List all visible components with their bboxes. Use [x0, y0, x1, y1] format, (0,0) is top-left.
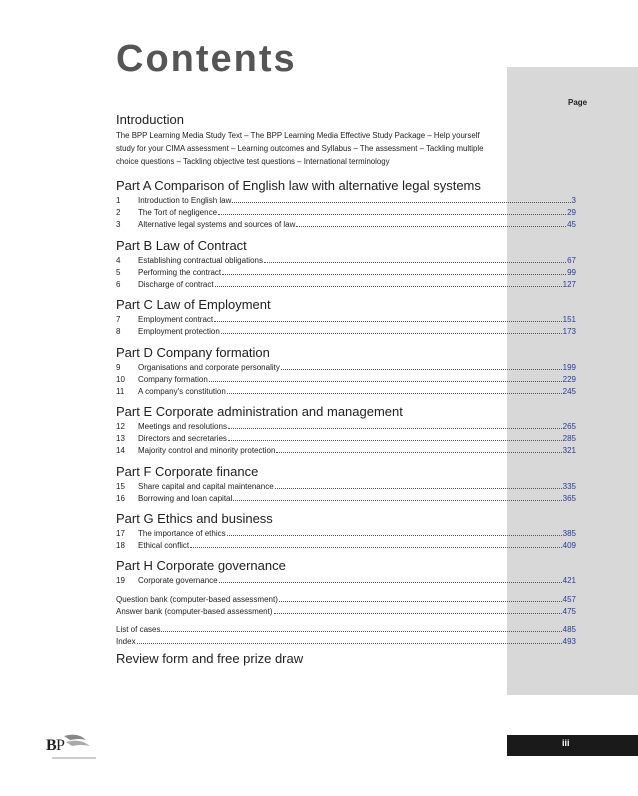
page-number-link[interactable]: 385: [562, 529, 576, 538]
chapter-number: 5: [116, 267, 121, 277]
dot-leader: [214, 321, 562, 322]
chapter-number: 13: [116, 434, 125, 444]
entry-title: Alternative legal systems and sources of law: [138, 220, 296, 230]
dot-leader: [190, 547, 562, 548]
toc-entry[interactable]: [116, 267, 576, 279]
entry-title: Discharge of contract: [138, 279, 214, 289]
page-number-link[interactable]: 475: [562, 606, 576, 616]
dot-leader: [215, 286, 562, 287]
chapter-number: 18: [116, 541, 125, 551]
review-form-line[interactable]: Review form and free prize draw: [116, 651, 304, 667]
dot-leader: [222, 274, 566, 275]
chapter-number: 17: [116, 529, 125, 538]
page-number-link[interactable]: 321: [562, 446, 576, 456]
bpp-logo: [44, 730, 98, 764]
toc-entry[interactable]: [116, 386, 576, 398]
chapter-number: 8: [116, 327, 121, 337]
page-number-link[interactable]: 67: [567, 255, 576, 265]
entry-title: Ethical conflict: [138, 541, 190, 551]
dot-leader: [228, 440, 562, 441]
part-heading: Part E Corporate administration and management: [116, 404, 403, 420]
toc-entry[interactable]: [116, 207, 576, 219]
page-number-link[interactable]: 99: [567, 267, 576, 277]
dot-leader: [281, 369, 562, 370]
chapter-number: 2: [116, 208, 121, 218]
page-number-link[interactable]: 409: [562, 541, 576, 551]
part-heading: Part A Comparison of English law with alternative legal systems: [116, 178, 481, 193]
chapter-number: 14: [116, 446, 125, 456]
page-number-link[interactable]: 151: [562, 315, 576, 325]
entry-title: List of cases: [116, 624, 161, 634]
page-number-link[interactable]: 229: [562, 374, 576, 384]
chapter-number: 16: [116, 493, 125, 503]
entry-title: Borrowing and loan capital: [138, 493, 233, 503]
back-matter-group-1: [116, 594, 576, 618]
chapter-number: 9: [116, 362, 121, 372]
toc-content: [116, 112, 576, 666]
dot-leader: [233, 500, 561, 501]
dot-leader: [227, 535, 562, 536]
page-title: Contents: [116, 38, 297, 80]
dot-leader: [219, 582, 562, 583]
entry-title: Meetings and resolutions: [138, 422, 227, 432]
entry-title: Answer bank (computer-based assessment): [116, 606, 273, 616]
toc-entry[interactable]: [116, 195, 576, 207]
chapter-number: 4: [116, 255, 121, 265]
page-number-link[interactable]: 457: [562, 594, 576, 604]
page-number-link[interactable]: 421: [562, 576, 576, 586]
chapter-number: 1: [116, 196, 121, 205]
dot-leader: [227, 393, 562, 394]
toc-entry[interactable]: [116, 219, 576, 231]
toc-entry[interactable]: [116, 594, 576, 606]
entry-title: Company formation: [138, 374, 208, 384]
page-number-link[interactable]: 3: [571, 196, 576, 205]
intro-heading: Introduction: [116, 112, 184, 127]
dot-leader: [218, 214, 566, 215]
svg-text:P: P: [56, 737, 65, 754]
dot-leader: [296, 226, 566, 227]
back-matter-group-2: [116, 624, 576, 648]
dot-leader: [232, 202, 570, 203]
entry-title: The importance of ethics: [138, 529, 226, 538]
entry-title: Employment protection: [138, 327, 220, 337]
dot-leader: [228, 428, 562, 429]
chapter-number: 15: [116, 481, 125, 491]
chapter-number: 10: [116, 374, 125, 384]
toc-entry[interactable]: [116, 624, 576, 636]
entry-title: Question bank (computer-based assessment): [116, 594, 278, 604]
dot-leader: [279, 601, 562, 602]
page-number-link[interactable]: 45: [567, 220, 576, 230]
page-number-link[interactable]: 485: [562, 624, 576, 634]
chapter-number: 19: [116, 576, 125, 586]
svg-text:B: B: [46, 737, 57, 754]
toc-entry[interactable]: [116, 326, 576, 338]
toc-entry[interactable]: [116, 540, 576, 552]
entry-title: Majority control and minority protection: [138, 446, 276, 456]
page-number-link[interactable]: 365: [562, 493, 576, 503]
toc-entry[interactable]: [116, 528, 576, 540]
page-number-link[interactable]: 493: [562, 637, 576, 647]
toc-entry[interactable]: [116, 255, 576, 267]
toc-entry[interactable]: [116, 606, 576, 618]
dot-leader: [276, 452, 561, 453]
page-number-link[interactable]: 335: [562, 481, 576, 491]
entry-title: Corporate governance: [138, 576, 218, 586]
toc-entry[interactable]: [116, 279, 576, 291]
part-heading: Part H Corporate governance: [116, 558, 286, 574]
chapter-number: 7: [116, 315, 121, 325]
chapter-number: 3: [116, 220, 121, 230]
footer-bar: [507, 735, 638, 756]
dot-leader: [264, 262, 566, 263]
toc-entry[interactable]: [116, 493, 576, 505]
part-heading: Part B Law of Contract: [116, 237, 247, 253]
part-heading: Part D Company formation: [116, 344, 270, 360]
toc-parts: [116, 178, 576, 588]
dot-leader: [137, 643, 562, 644]
chapter-number: 6: [116, 279, 121, 289]
toc-entry[interactable]: [116, 362, 576, 374]
page-number-link[interactable]: 173: [562, 327, 576, 337]
entry-title: Introduction to English law: [138, 196, 232, 205]
page-number-link[interactable]: 127: [562, 279, 576, 289]
page-number-link[interactable]: 199: [562, 362, 576, 372]
entry-title: A company's constitution: [138, 386, 226, 396]
entry-title: Directors and secretaries: [138, 434, 227, 444]
entry-title: Index: [116, 637, 136, 647]
toc-entry[interactable]: [116, 636, 576, 648]
chapter-number: 12: [116, 422, 125, 432]
entry-title: The Tort of negligence: [138, 208, 218, 218]
entry-title: Share capital and capital maintenance: [138, 481, 274, 491]
dot-leader: [209, 381, 562, 382]
toc-entry[interactable]: [116, 575, 576, 587]
page-number-link[interactable]: 285: [562, 434, 576, 444]
dot-leader: [221, 333, 562, 334]
toc-entry[interactable]: [116, 433, 576, 445]
entry-title: Establishing contractual obligations: [138, 255, 263, 265]
toc-entry[interactable]: [116, 481, 576, 493]
toc-entry[interactable]: [116, 421, 576, 433]
part-heading: Part F Corporate finance: [116, 463, 259, 479]
entry-title: Organisations and corporate personality: [138, 362, 280, 372]
entry-title: Employment contract: [138, 315, 214, 325]
page-number-link[interactable]: 265: [562, 422, 576, 432]
dot-leader: [274, 613, 562, 614]
part-heading: Part G Ethics and business: [116, 511, 273, 526]
intro-text: The BPP Learning Media Study Text – The BPP Learning Media Effective Study Package – Help yourself study for your CIMA assessment – Learning outcomes and Syllabus – The assessment – Tackling multiple choice questions – Tackling objective test questions – International terminology: [116, 131, 484, 166]
dot-leader: [275, 488, 562, 489]
dot-leader: [161, 631, 561, 632]
toc-entry[interactable]: [116, 445, 576, 457]
page-column-label: Page: [568, 98, 588, 107]
entry-title: Performing the contract: [138, 267, 222, 277]
page-number-link[interactable]: 245: [562, 386, 576, 396]
part-heading: Part C Law of Employment: [116, 297, 271, 313]
page-number: iii: [562, 738, 570, 748]
toc-entry[interactable]: [116, 314, 576, 326]
toc-entry[interactable]: [116, 374, 576, 386]
chapter-number: 11: [116, 386, 125, 396]
page-number-link[interactable]: 29: [567, 208, 576, 218]
